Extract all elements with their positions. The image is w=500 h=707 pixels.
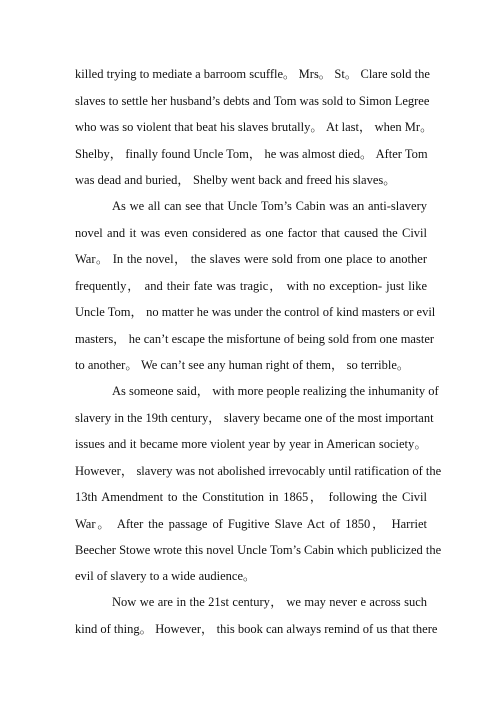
text-line: slaves to settle her husband’s debts and Tom was sold to Simon Legree [75, 94, 430, 108]
text-line: War。 After the passage of Fugitive Slave Act of 1850， Harriet [75, 517, 427, 531]
paragraph-first-line: As we all can see that Uncle Tom’s Cabin was an anti-slavery [112, 199, 427, 213]
text-line: frequently， and their fate was tragic， with no exception- just like [75, 279, 427, 293]
text-line: Beecher Stowe wrote this novel Uncle Tom’s Cabin which publicized the [75, 543, 442, 557]
text-line: masters， he can’t escape the misfortune of being sold from one master [75, 332, 435, 346]
text-line: However， slavery was not abolished irrevocably until ratification of the [75, 464, 442, 478]
paragraph-first-line: Now we are in the 21st century， we may never e across such [112, 595, 427, 609]
text-line: 13th Amendment to the Constitution in 1865， following the Civil [75, 490, 427, 504]
text-line: killed trying to mediate a barroom scuffle。 Mrs。 St。 Clare sold the [75, 67, 430, 81]
text-line: evil of slavery to a wide audience。 [75, 569, 256, 583]
text-line: Shelby， finally found Uncle Tom， he was almost died。 After Tom [75, 147, 428, 161]
text-line: novel and it was even considered as one factor that caused the Civil [75, 226, 427, 240]
text-line: to another。 We can’t see any human right of them， so terrible。 [75, 358, 410, 372]
text-line: Uncle Tom， no matter he was under the control of kind masters or evil [75, 305, 436, 319]
text-line: kind of thing。 However， this book can always remind of us that there [75, 622, 438, 636]
paragraph-first-line: As someone said， with more people realizing the inhumanity of [112, 384, 439, 398]
text-line: slavery in the 19th century， slavery became one of the most important [75, 411, 434, 425]
text-line: who was so violent that beat his slaves brutally。 At last， when Mr。 [75, 120, 433, 134]
text-line: War。 In the novel， the slaves were sold from one place to another [75, 252, 427, 266]
text-line: issues and it became more violent year by year in American society。 [75, 437, 427, 451]
text-line: was dead and buried， Shelby went back and freed his slaves。 [75, 173, 396, 187]
